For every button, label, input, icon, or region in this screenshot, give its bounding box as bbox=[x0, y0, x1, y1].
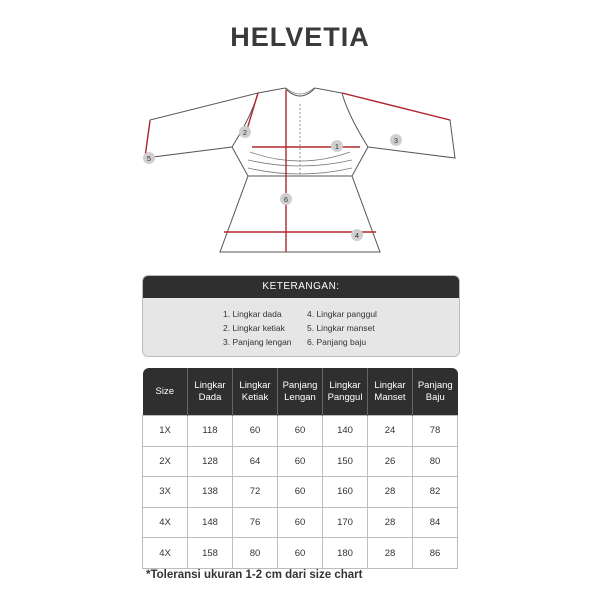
column-header bbox=[188, 368, 233, 416]
measurement-cell: 150 bbox=[323, 446, 368, 477]
size-cell: 1X bbox=[143, 416, 188, 447]
legend-item: 6. Panjang baju bbox=[307, 337, 367, 347]
column-header bbox=[233, 368, 278, 416]
table-header-row bbox=[143, 368, 458, 416]
column-header bbox=[143, 368, 188, 416]
marker-6 bbox=[280, 193, 292, 205]
garment-diagram bbox=[0, 0, 600, 265]
tolerance-note: *Toleransi ukuran 1-2 cm dari size chart bbox=[146, 569, 363, 581]
legend-item: 2. Lingkar ketiak bbox=[223, 323, 285, 333]
svg-text:4: 4 bbox=[354, 231, 360, 240]
column-header-line: Lingkar bbox=[374, 379, 406, 391]
legend-list bbox=[223, 307, 459, 349]
legend-box bbox=[142, 275, 460, 357]
measurement-cell: 28 bbox=[368, 538, 413, 569]
svg-text:6: 6 bbox=[283, 195, 289, 204]
measurement-cell: 160 bbox=[323, 477, 368, 508]
measurement-cell: 78 bbox=[413, 416, 458, 447]
measurement-cell: 138 bbox=[188, 477, 233, 508]
measurement-cell: 86 bbox=[413, 538, 458, 569]
measurement-cell: 84 bbox=[413, 507, 458, 538]
column-header-line: Lingkar bbox=[329, 379, 361, 391]
svg-text:1: 1 bbox=[334, 142, 340, 151]
table-row bbox=[143, 538, 458, 569]
column-header-line: Lingkar bbox=[239, 379, 271, 391]
measurement-cell: 28 bbox=[368, 477, 413, 508]
measurement-cell: 60 bbox=[233, 416, 278, 447]
page-title: HELVETIA bbox=[230, 22, 370, 52]
column-header-line: Ketiak bbox=[241, 391, 269, 403]
measurement-cell: 24 bbox=[368, 416, 413, 447]
measurement-cell: 118 bbox=[188, 416, 233, 447]
measurement-cell: 72 bbox=[233, 477, 278, 508]
measurement-cell: 60 bbox=[278, 416, 323, 447]
table-row bbox=[143, 477, 458, 508]
measurement-cell: 64 bbox=[233, 446, 278, 477]
marker-1 bbox=[331, 140, 343, 152]
measurement-cell: 148 bbox=[188, 507, 233, 538]
column-header bbox=[278, 368, 323, 416]
svg-text:2: 2 bbox=[242, 128, 248, 137]
size-cell: 4X bbox=[143, 538, 188, 569]
column-header bbox=[413, 368, 458, 416]
svg-text:5: 5 bbox=[146, 154, 152, 163]
legend-item: 5. Lingkar manset bbox=[307, 323, 375, 333]
column-header bbox=[323, 368, 368, 416]
column-header-line: Panggul bbox=[327, 391, 363, 403]
measurement-cell: 80 bbox=[233, 538, 278, 569]
marker-5 bbox=[143, 152, 155, 164]
column-header-line: Lengan bbox=[284, 391, 316, 403]
table-row bbox=[143, 416, 458, 447]
measurement-cell: 76 bbox=[233, 507, 278, 538]
column-header-line: Panjang bbox=[417, 379, 453, 391]
measurement-cell: 158 bbox=[188, 538, 233, 569]
column-header-line: Baju bbox=[425, 391, 445, 403]
measurement-cell: 26 bbox=[368, 446, 413, 477]
svg-text:3: 3 bbox=[393, 136, 399, 145]
measurement-cell: 60 bbox=[278, 507, 323, 538]
column-header-line: Lingkar bbox=[194, 379, 226, 391]
column-header-line: Size bbox=[155, 385, 174, 397]
measurement-cell: 170 bbox=[323, 507, 368, 538]
measurement-cell: 80 bbox=[413, 446, 458, 477]
table-row bbox=[143, 507, 458, 538]
measurement-cell: 60 bbox=[278, 538, 323, 569]
measurement-cell: 82 bbox=[413, 477, 458, 508]
legend-item: 3. Panjang lengan bbox=[223, 337, 292, 347]
table-row bbox=[143, 446, 458, 477]
legend-heading: KETERANGAN: bbox=[143, 276, 459, 298]
marker-4 bbox=[351, 229, 363, 241]
column-header-line: Dada bbox=[198, 391, 222, 403]
size-table bbox=[142, 368, 458, 569]
size-cell: 3X bbox=[143, 477, 188, 508]
measurement-cell: 180 bbox=[323, 538, 368, 569]
measurement-cell: 128 bbox=[188, 446, 233, 477]
measurement-cell: 60 bbox=[278, 446, 323, 477]
size-cell: 4X bbox=[143, 507, 188, 538]
legend-item: 4. Lingkar panggul bbox=[307, 309, 377, 319]
measurement-cell: 28 bbox=[368, 507, 413, 538]
marker-2 bbox=[239, 126, 251, 138]
column-header bbox=[368, 368, 413, 416]
legend-item: 1. Lingkar dada bbox=[223, 309, 282, 319]
measurement-cell: 140 bbox=[323, 416, 368, 447]
column-header-line: Manset bbox=[374, 391, 406, 403]
marker-3 bbox=[390, 134, 402, 146]
column-header-line: Panjang bbox=[282, 379, 318, 391]
size-cell: 2X bbox=[143, 446, 188, 477]
measurement-cell: 60 bbox=[278, 477, 323, 508]
table-body bbox=[143, 416, 458, 569]
